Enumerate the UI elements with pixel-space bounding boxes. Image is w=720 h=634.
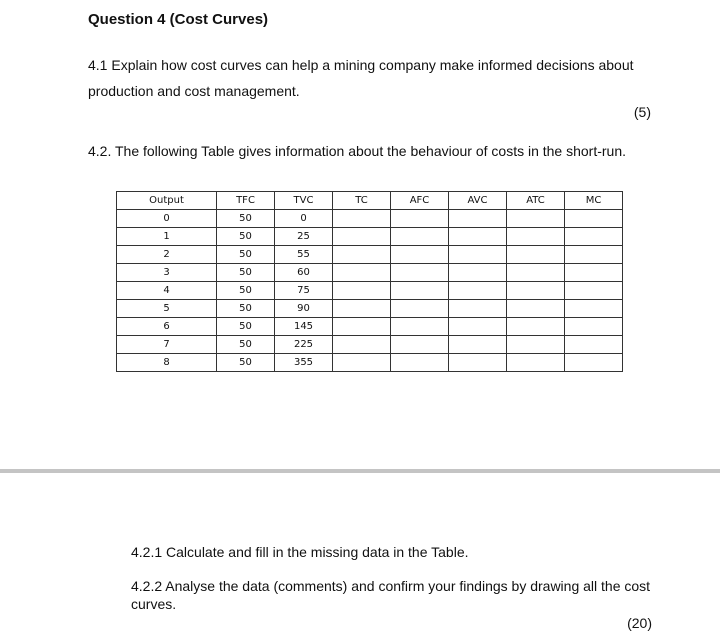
cell-mc[interactable] — [565, 228, 623, 246]
question-4-2-text: 4.2. The following Table gives information about the behaviour of costs in the short-run. — [88, 143, 627, 159]
table-row — [117, 210, 623, 228]
cell-atc[interactable] — [507, 354, 565, 372]
cell-tvc: 25 — [275, 228, 333, 246]
cell-tc[interactable] — [333, 336, 391, 354]
cell-mc[interactable] — [565, 282, 623, 300]
cell-atc[interactable] — [507, 318, 565, 336]
cell-avc[interactable] — [449, 336, 507, 354]
cell-tc[interactable] — [333, 354, 391, 372]
cell-tfc: 50 — [217, 282, 275, 300]
header-mc: MC — [565, 192, 623, 210]
cell-tvc: 55 — [275, 246, 333, 264]
cell-atc[interactable] — [507, 228, 565, 246]
cell-tfc: 50 — [217, 246, 275, 264]
cell-mc[interactable] — [565, 336, 623, 354]
question-title: Question 4 (Cost Curves) — [88, 11, 269, 28]
cell-tfc: 50 — [217, 300, 275, 318]
question-4-2-1-text: 4.2.1 Calculate and fill in the missing data in the Table. — [131, 544, 469, 560]
question-4-2-2-text: 4.2.2 Analyse the data (comments) and confirm your findings by drawing all the cost curves. — [131, 578, 651, 612]
cell-mc[interactable] — [565, 210, 623, 228]
cell-tfc: 50 — [217, 318, 275, 336]
cell-tc[interactable] — [333, 246, 391, 264]
cell-afc[interactable] — [391, 264, 449, 282]
cell-avc[interactable] — [449, 246, 507, 264]
cell-tc[interactable] — [333, 228, 391, 246]
cell-output: 0 — [117, 210, 217, 228]
header-tc: TC — [333, 192, 391, 210]
cell-output: 7 — [117, 336, 217, 354]
cell-afc[interactable] — [391, 282, 449, 300]
cell-mc[interactable] — [565, 354, 623, 372]
cell-afc[interactable] — [391, 228, 449, 246]
cell-mc[interactable] — [565, 318, 623, 336]
question-4-1-marks: (5) — [633, 104, 651, 120]
cell-tfc: 50 — [217, 228, 275, 246]
cell-output: 1 — [117, 228, 217, 246]
cell-output: 6 — [117, 318, 217, 336]
table-row — [117, 282, 623, 300]
cell-output: 2 — [117, 246, 217, 264]
header-tfc: TFC — [217, 192, 275, 210]
table-row — [117, 336, 623, 354]
table-row — [117, 300, 623, 318]
cell-avc[interactable] — [449, 282, 507, 300]
cell-avc[interactable] — [449, 210, 507, 228]
cell-tvc: 145 — [275, 318, 333, 336]
table-row — [117, 228, 623, 246]
cell-tfc: 50 — [217, 264, 275, 282]
cell-mc[interactable] — [565, 300, 623, 318]
cell-tvc: 0 — [275, 210, 333, 228]
cell-avc[interactable] — [449, 354, 507, 372]
cell-tvc: 90 — [275, 300, 333, 318]
cell-tc[interactable] — [333, 300, 391, 318]
cell-tfc: 50 — [217, 354, 275, 372]
cell-afc[interactable] — [391, 246, 449, 264]
header-afc: AFC — [391, 192, 449, 210]
cell-mc[interactable] — [565, 264, 623, 282]
cell-avc[interactable] — [449, 300, 507, 318]
table-row — [117, 318, 623, 336]
cell-tfc: 50 — [217, 336, 275, 354]
cell-afc[interactable] — [391, 300, 449, 318]
cell-tvc: 60 — [275, 264, 333, 282]
cell-tvc: 355 — [275, 354, 333, 372]
question-4-1-text: 4.1 Explain how cost curves can help a mining company make informed decisions about production and cost management. — [88, 57, 634, 99]
cell-afc[interactable] — [391, 336, 449, 354]
header-avc: AVC — [449, 192, 507, 210]
cell-afc[interactable] — [391, 354, 449, 372]
cell-atc[interactable] — [507, 336, 565, 354]
cell-output: 3 — [117, 264, 217, 282]
table-header-row — [117, 192, 623, 210]
cell-tfc: 50 — [217, 210, 275, 228]
cell-tc[interactable] — [333, 210, 391, 228]
cell-afc[interactable] — [391, 210, 449, 228]
question-4-2-marks: (20) — [627, 615, 652, 631]
cell-atc[interactable] — [507, 246, 565, 264]
cell-output: 5 — [117, 300, 217, 318]
cell-avc[interactable] — [449, 264, 507, 282]
cell-atc[interactable] — [507, 300, 565, 318]
header-atc: ATC — [507, 192, 565, 210]
cell-atc[interactable] — [507, 282, 565, 300]
cell-afc[interactable] — [391, 318, 449, 336]
cell-mc[interactable] — [565, 246, 623, 264]
cell-output: 4 — [117, 282, 217, 300]
cell-tc[interactable] — [333, 264, 391, 282]
header-output: Output — [117, 192, 217, 210]
cell-output: 8 — [117, 354, 217, 372]
cell-tc[interactable] — [333, 318, 391, 336]
table-row — [117, 246, 623, 264]
header-tvc: TVC — [275, 192, 333, 210]
cell-avc[interactable] — [449, 318, 507, 336]
page-divider — [0, 469, 720, 473]
cost-table — [116, 191, 623, 372]
table-row — [117, 264, 623, 282]
table-row — [117, 354, 623, 372]
cell-atc[interactable] — [507, 264, 565, 282]
cell-atc[interactable] — [507, 210, 565, 228]
cell-tc[interactable] — [333, 282, 391, 300]
cell-tvc: 75 — [275, 282, 333, 300]
cell-tvc: 225 — [275, 336, 333, 354]
cell-avc[interactable] — [449, 228, 507, 246]
